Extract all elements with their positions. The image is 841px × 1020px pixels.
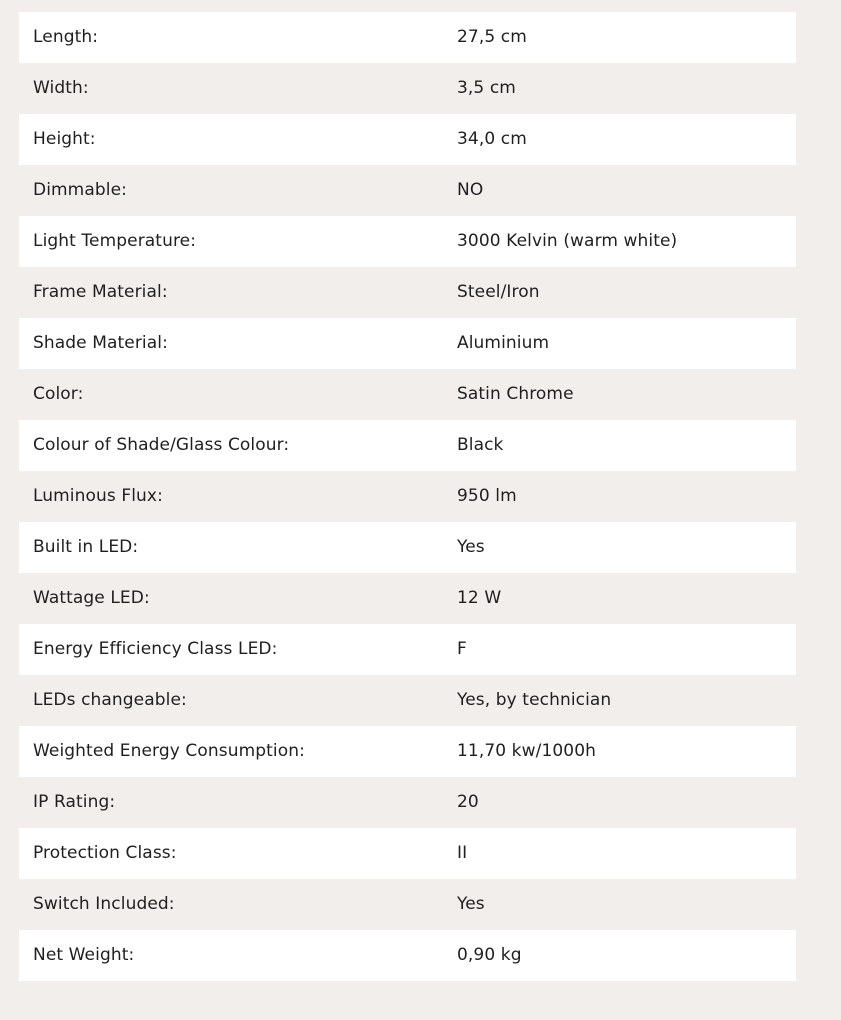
spec-value: II: [457, 843, 468, 863]
spec-value: 34,0 cm: [457, 129, 527, 149]
spec-label: Shade Material:: [33, 333, 168, 353]
spec-row-weighted-energy-consumption: [19, 726, 796, 777]
spec-value: F: [457, 639, 467, 659]
spec-row-color: [19, 369, 796, 420]
spec-row-built-in-led: [19, 522, 796, 573]
spec-label: Wattage LED:: [33, 588, 150, 608]
spec-label: Light Temperature:: [33, 231, 197, 251]
specifications-table: [19, 12, 796, 981]
spec-value: Black: [457, 435, 504, 455]
spec-label: Color:: [33, 384, 84, 404]
spec-value: Steel/Iron: [457, 282, 540, 302]
spec-value: 12 W: [457, 588, 502, 608]
spec-value: 950 lm: [457, 486, 517, 506]
spec-label: Colour of Shade/Glass Colour:: [33, 435, 290, 455]
spec-row-height: [19, 114, 796, 165]
spec-value: 20: [457, 792, 479, 812]
spec-row-dimmable: [19, 165, 796, 216]
spec-value: 11,70 kw/1000h: [457, 741, 596, 761]
spec-row-wattage-led: [19, 573, 796, 624]
spec-row-frame-material: [19, 267, 796, 318]
spec-row-shade-material: [19, 318, 796, 369]
spec-label: Dimmable:: [33, 180, 127, 200]
spec-label: Net Weight:: [33, 945, 135, 965]
spec-row-ip-rating: [19, 777, 796, 828]
spec-label: Protection Class:: [33, 843, 177, 863]
spec-row-net-weight: [19, 930, 796, 981]
spec-row-length: [19, 12, 796, 63]
spec-value: 3,5 cm: [457, 78, 516, 98]
spec-label: Luminous Flux:: [33, 486, 163, 506]
spec-row-shade-glass-colour: [19, 420, 796, 471]
spec-value: 27,5 cm: [457, 27, 527, 47]
spec-row-light-temperature: [19, 216, 796, 267]
spec-value: 0,90 kg: [457, 945, 522, 965]
spec-label: IP Rating:: [33, 792, 116, 812]
spec-label: Energy Efficiency Class LED:: [33, 639, 278, 659]
spec-label: Built in LED:: [33, 537, 139, 557]
spec-row-switch-included: [19, 879, 796, 930]
spec-row-width: [19, 63, 796, 114]
spec-value: Aluminium: [457, 333, 550, 353]
spec-value: NO: [457, 180, 484, 200]
spec-value: 3000 Kelvin (warm white): [457, 231, 678, 251]
spec-label: Switch Included:: [33, 894, 175, 914]
spec-label: Frame Material:: [33, 282, 168, 302]
spec-value: Yes: [457, 537, 485, 557]
spec-value: Yes: [457, 894, 485, 914]
spec-label: Width:: [33, 78, 89, 98]
spec-label: Weighted Energy Consumption:: [33, 741, 305, 761]
spec-row-energy-efficiency-class: [19, 624, 796, 675]
spec-label: Height:: [33, 129, 96, 149]
spec-row-leds-changeable: [19, 675, 796, 726]
spec-label: LEDs changeable:: [33, 690, 187, 710]
spec-value: Yes, by technician: [457, 690, 612, 710]
spec-row-protection-class: [19, 828, 796, 879]
spec-value: Satin Chrome: [457, 384, 574, 404]
spec-label: Length:: [33, 27, 99, 47]
spec-row-luminous-flux: [19, 471, 796, 522]
